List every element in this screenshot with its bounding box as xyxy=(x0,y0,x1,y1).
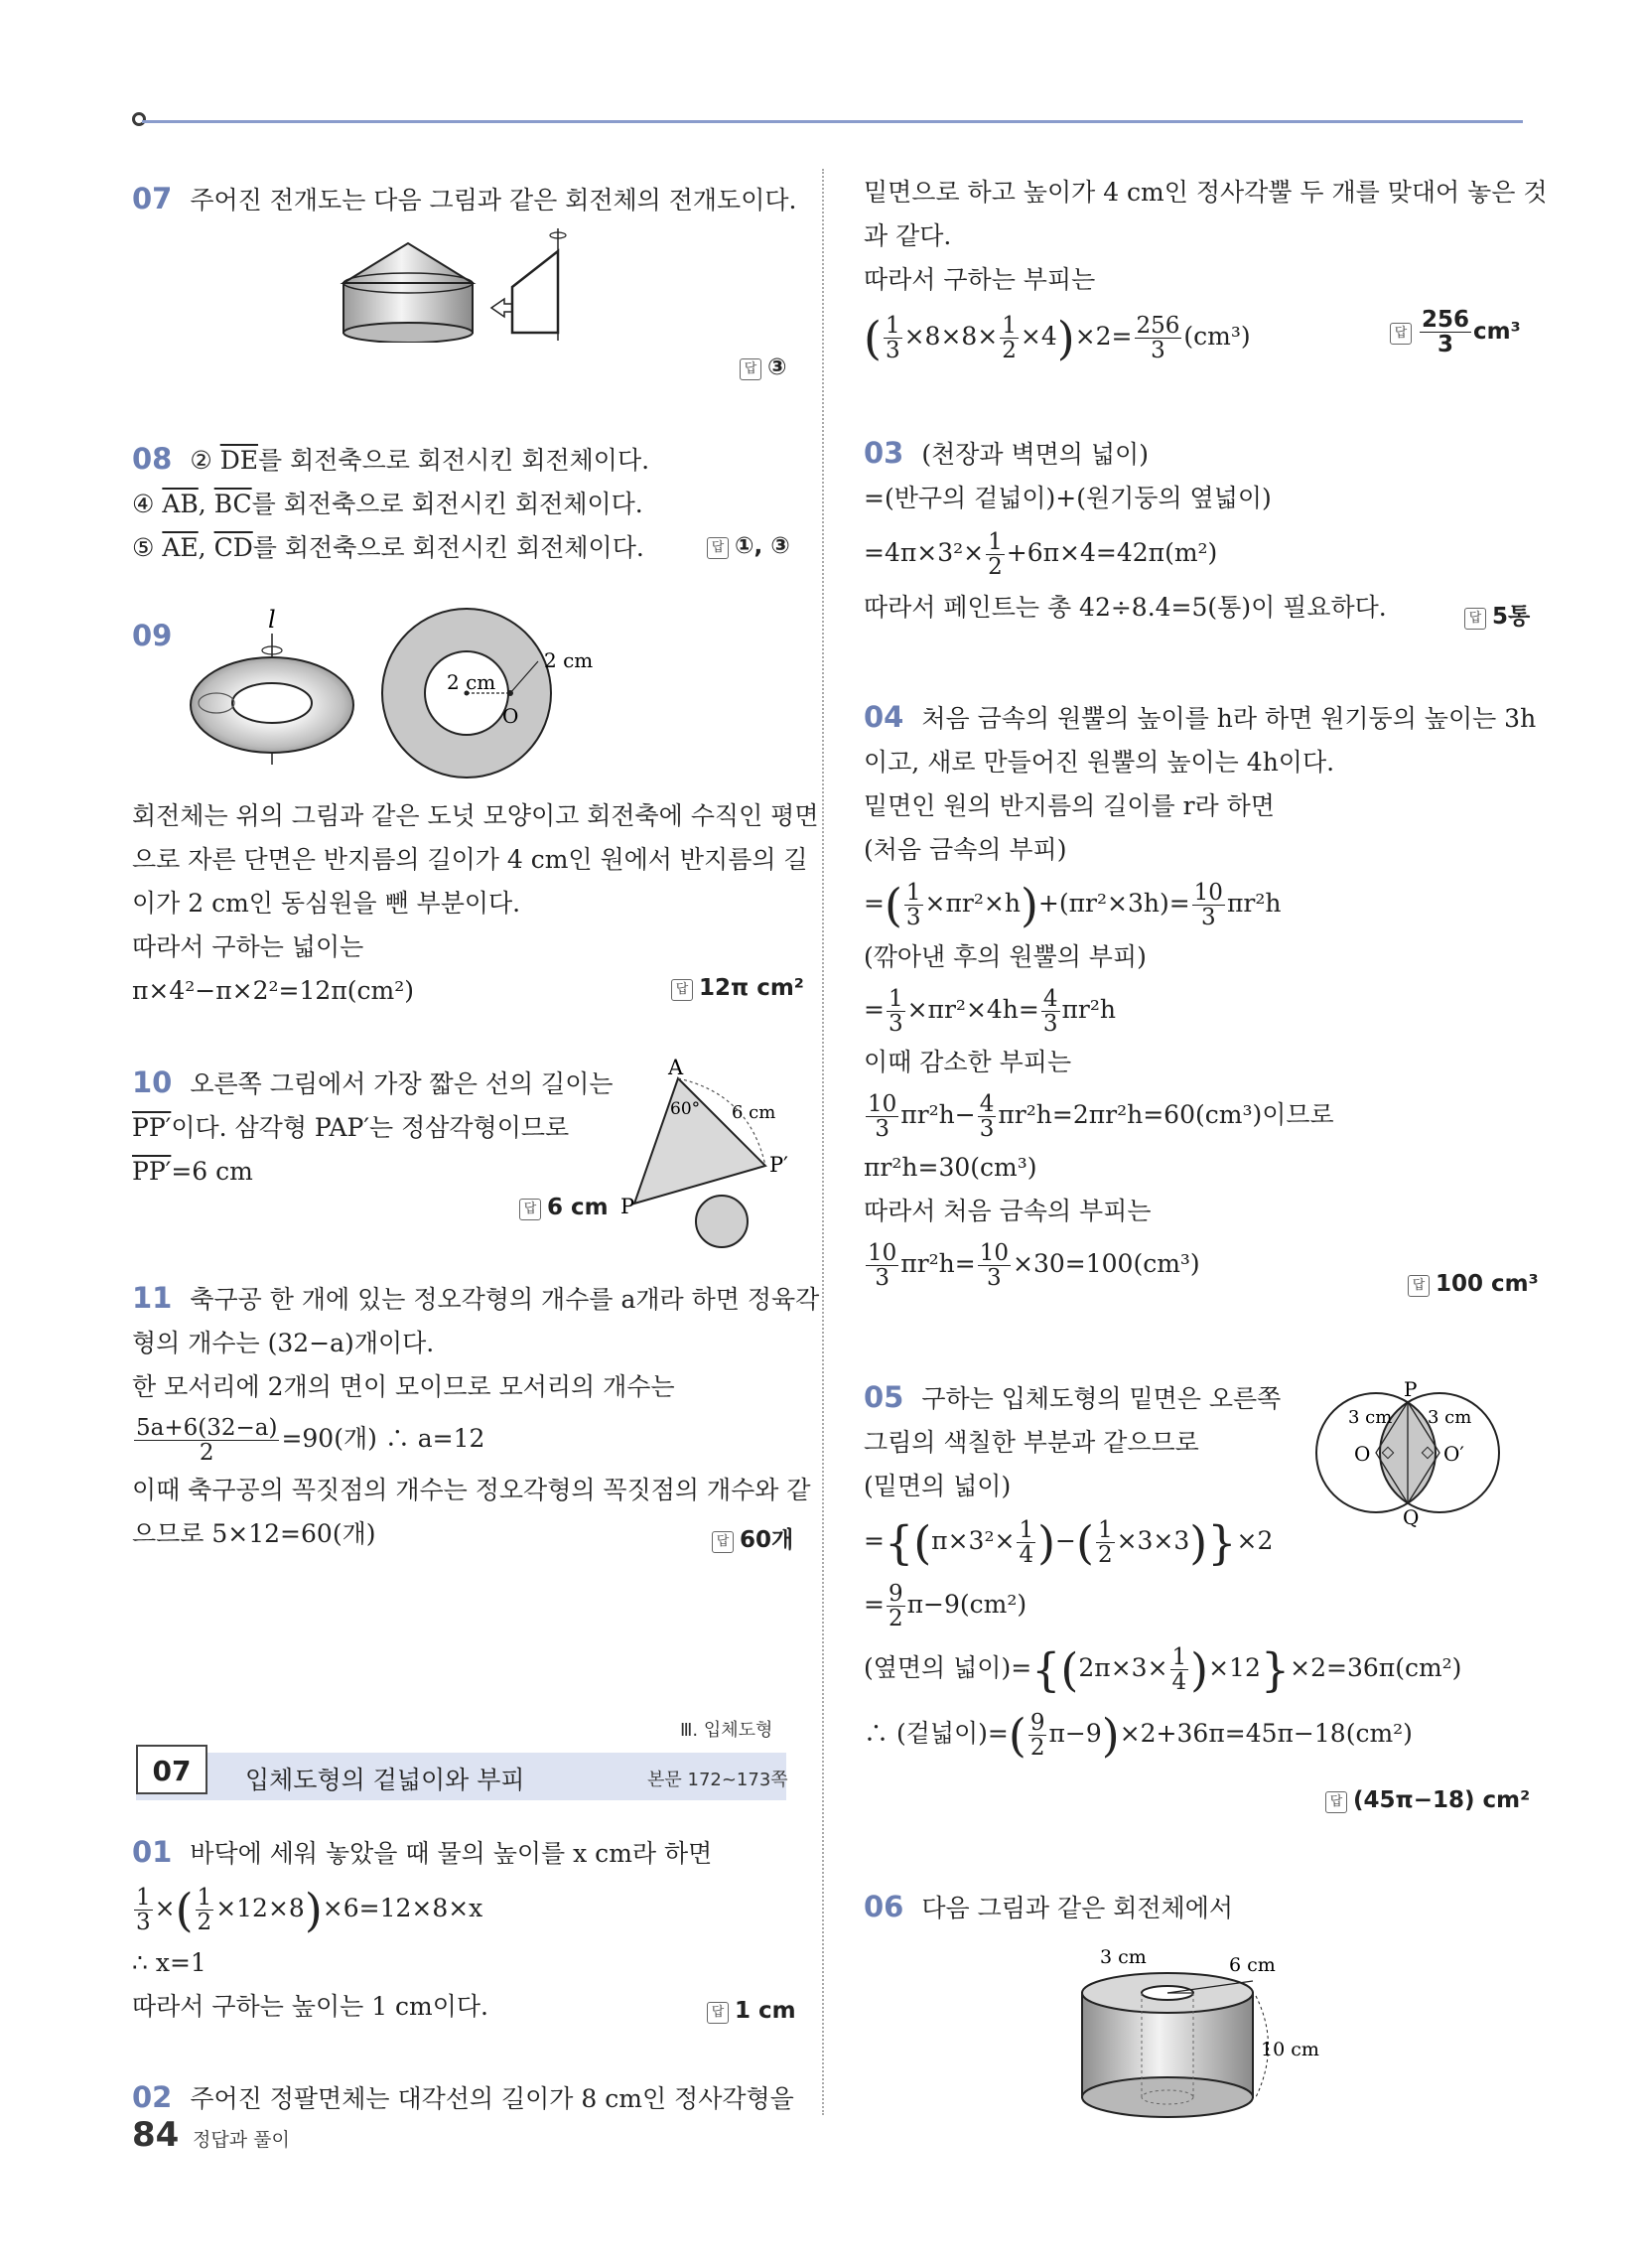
fraction: $\frac{1}{4}$ xyxy=(1019,1516,1034,1568)
problem-number: 08 xyxy=(132,442,173,476)
revolution-solid-figure xyxy=(338,223,576,343)
torus-figure xyxy=(189,606,616,780)
text-line: 밑면으로 하고 높이가 4 cm인 정사각뿔 두 개를 맞대어 놓은 것 xyxy=(864,178,1548,207)
numerator: 256 xyxy=(1422,307,1470,333)
answer-text: ③ xyxy=(767,354,787,380)
center-o-prime-label: O′ xyxy=(1443,1442,1464,1466)
segment-label: $\overline{DE}$ xyxy=(219,446,259,475)
answer-fraction xyxy=(1420,308,1471,356)
text: ② xyxy=(190,446,220,475)
problem-number: 04 xyxy=(864,700,904,734)
length-label: 6 cm xyxy=(732,1102,776,1123)
text-line: 그림의 색칠한 부분과 같으므로 xyxy=(864,1428,1199,1457)
equation: ×πr²×h xyxy=(924,889,1021,918)
equation: ×2+36π=45π−18(cm²) xyxy=(1119,1719,1413,1748)
page-label: 정답과 풀이 xyxy=(193,2129,290,2151)
problem-number: 07 xyxy=(132,182,173,215)
text: 를 회전축으로 회전시킨 회전체이다. xyxy=(258,446,650,475)
problem-07 xyxy=(132,177,796,222)
solution-06 xyxy=(864,1885,1233,1930)
fraction: $\frac{1}{2}$ xyxy=(197,1884,212,1935)
denominator: 2 xyxy=(199,1440,214,1466)
fraction: $\frac{1}{3}$ xyxy=(888,985,903,1037)
text: , xyxy=(198,490,214,518)
problem-11 xyxy=(132,1276,819,1556)
answer-mark-icon: 답 xyxy=(671,979,693,1001)
text-line: 이가 2 cm인 동심원을 뺀 부분이다. xyxy=(132,889,521,918)
problem-number: 09 xyxy=(132,619,173,652)
answer-mark-icon: 답 xyxy=(712,1531,734,1553)
header-rule xyxy=(142,120,1523,123)
text-line: (밑면의 넓이) xyxy=(864,1472,1012,1500)
problem-number: 11 xyxy=(132,1281,173,1315)
text-line: ∴ x=1 xyxy=(132,1948,206,1977)
text-line: 따라서 처음 금속의 부피는 xyxy=(864,1197,1152,1225)
text-line: 따라서 구하는 부피는 xyxy=(864,265,1096,294)
equation: ×12 xyxy=(1208,1653,1261,1682)
point-p-prime-label: P′ xyxy=(769,1153,788,1177)
text: 주어진 정팔면체는 대각선의 길이가 8 cm인 정사각형을 xyxy=(190,2084,794,2113)
answer-11 xyxy=(712,1521,793,1554)
answer-mark-icon: 답 xyxy=(1464,608,1486,630)
problem-number: 01 xyxy=(132,1835,173,1869)
fraction: $\frac{10}{3}$ xyxy=(868,1090,897,1142)
fraction: $\frac{1}{3}$ xyxy=(885,312,900,363)
text-line: 밑면인 원의 반지름의 길이를 r라 하면 xyxy=(864,791,1275,820)
fraction xyxy=(134,1416,279,1465)
answer-10 xyxy=(519,1195,609,1220)
problem-text: 주어진 전개도는 다음 그림과 같은 회전체의 전개도이다. xyxy=(190,186,797,214)
height-label: 10 cm xyxy=(1261,2039,1319,2060)
text-line: 형의 개수는 (32−a)개이다. xyxy=(132,1329,435,1357)
header-dot xyxy=(132,112,146,126)
fraction: $\frac{4}{3}$ xyxy=(979,1090,995,1142)
equation: π×4²−π×2²=12π(cm²) xyxy=(132,976,414,1005)
equation: ×2= xyxy=(1074,322,1133,351)
page-number: 84 xyxy=(132,2115,180,2155)
fraction: $\frac{10}{3}$ xyxy=(1193,879,1223,930)
segment-label: PP′ xyxy=(132,1113,172,1142)
equation: ×πr²×4h= xyxy=(906,995,1039,1024)
answer-s01 xyxy=(707,1998,796,2024)
fraction: $\frac{4}{3}$ xyxy=(1042,985,1058,1037)
equation: ×2 xyxy=(1236,1526,1274,1555)
answer-s03 xyxy=(1464,598,1530,631)
text-line: πr²h=30(cm³) xyxy=(864,1153,1037,1182)
equation: ×6=12×8×x xyxy=(322,1894,483,1922)
segment-label: $\overline{BC}$ xyxy=(213,490,252,518)
text: 를 회전축으로 회전시킨 회전체이다. xyxy=(251,490,643,518)
equation: πr²h xyxy=(1226,889,1282,918)
equation: πr²h− xyxy=(900,1100,976,1129)
problem-number: 03 xyxy=(864,436,904,470)
text-line: (깎아낸 후의 원뿔의 부피) xyxy=(864,942,1147,971)
problem-10 xyxy=(132,1061,614,1194)
answer-text: 6 cm xyxy=(547,1195,609,1220)
equation: (옆면의 넓이)= xyxy=(864,1653,1032,1682)
fraction: $\frac{10}{3}$ xyxy=(979,1239,1010,1291)
answer-s02 xyxy=(1390,308,1521,356)
problem-number: 05 xyxy=(864,1380,904,1414)
equation: ×2=36π(cm²) xyxy=(1290,1653,1462,1682)
point-q-label: Q xyxy=(1403,1505,1420,1529)
answer-text: 12π cm² xyxy=(699,975,804,1001)
problem-number: 02 xyxy=(132,2080,173,2114)
vertex-a-label: A xyxy=(668,1056,684,1079)
answer-mark-icon: 답 xyxy=(1390,323,1412,345)
cone-net-figure xyxy=(620,1055,804,1253)
segment-label: $\overline{CD}$ xyxy=(213,533,253,562)
answer-09 xyxy=(671,975,804,1001)
text: , xyxy=(198,533,214,562)
column-divider xyxy=(822,169,824,2115)
equation: πr²h=2πr²h=60(cm³)이므로 xyxy=(998,1100,1334,1129)
solution-02-cont: 밑면으로 하고 높이가 4 cm인 정사각뿔 두 개를 맞대어 놓은 것 과 같다. 따라서 구하는 부피는 ( $\frac{1}{3}$ ×8×8× $\frac{1}{2}$ ×4)×2= $\frac{256}{3}$ (cm³) xyxy=(864,171,1548,371)
fraction: $\frac{1}{3}$ xyxy=(905,879,921,930)
solution-04: 04 처음 금속의 원뿔의 높이를 h라 하면 원기둥의 높이는 3h 이고, 새로 만들어진 원뿔의 높이는 4h이다. 밑면인 원의 반지름의 길이를 r라 하면 (처음 금속의 부피) =( $\frac{1}{3}$ ×πr²×h)+(πr²×3h)= $\frac{10}{3}$ πr²h (깎아낸 후의 원뿔의 부피) = $\frac{1}{3}$ ×πr²×4h= $\frac{4}{3}$ πr²h 이때 감소한 부피는 $\frac{10}{3}$ πr²h− $\frac{4}{3}$ πr²h=2πr²h=60(cm³)이므로 πr²h=30(cm³) 따라서 처음 금속의 부피는 $\frac{10}{3}$ πr²h= $\frac{10}{3}$ ×30=100(cm³) xyxy=(864,700,1537,1291)
text: 축구공 한 개에 있는 정오각형의 개수를 a개라 하면 정육각 xyxy=(190,1285,820,1314)
point-p-label: P xyxy=(620,1195,635,1218)
equation: π−9(cm²) xyxy=(906,1590,1027,1619)
fraction: $\frac{1}{2}$ xyxy=(1002,312,1017,363)
inner-radius-label: 3 cm xyxy=(1100,1946,1147,1968)
equation: +6π×4=42π(m²) xyxy=(1006,538,1218,567)
answer-mark-icon: 답 xyxy=(740,358,761,380)
outer-radius-label: 6 cm xyxy=(1229,1954,1276,1976)
angle-label: 60° xyxy=(670,1099,701,1119)
radius-label-left: 3 cm xyxy=(1348,1407,1393,1428)
answer-mark-icon: 답 xyxy=(519,1199,541,1220)
point-p-label: P xyxy=(1404,1377,1418,1401)
text: =6 cm xyxy=(171,1157,253,1186)
equation: πr²h xyxy=(1061,995,1117,1024)
fraction: $\frac{1}{3}$ xyxy=(136,1884,151,1935)
text-line: 회전체는 위의 그림과 같은 도넛 모양이고 회전축에 수직인 평면 xyxy=(132,801,819,830)
chapter-label: Ⅲ. 입체도형 xyxy=(680,1720,773,1741)
segment-label: $\overline{AE}$ xyxy=(162,533,199,562)
problem-09-number xyxy=(132,614,190,659)
text-line: 한 모서리에 2개의 면이 모이므로 모서리의 개수는 xyxy=(132,1372,675,1401)
fraction: $\frac{9}{2}$ xyxy=(1029,1709,1045,1761)
text: (천장과 벽면의 넓이) xyxy=(921,440,1149,469)
segment-label: PP′ xyxy=(132,1157,172,1186)
fraction: $\frac{1}{2}$ xyxy=(988,528,1003,580)
answer-mark-icon: 답 xyxy=(1325,1791,1347,1813)
equation: ×30=100(cm³) xyxy=(1013,1249,1200,1278)
text: 처음 금속의 원뿔의 높이를 h라 하면 원기둥의 높이는 3h xyxy=(921,704,1537,733)
text-line: 이때 축구공의 꼭짓점의 개수는 정오각형의 꼭짓점의 개수와 같 xyxy=(132,1476,811,1504)
center-o-label: O xyxy=(1354,1442,1371,1466)
problem-number: 10 xyxy=(132,1065,173,1099)
text-line: 으므로 5×12=60(개) xyxy=(132,1519,376,1548)
equation: ×3×3 xyxy=(1116,1526,1190,1555)
text-line: =(반구의 겉넓이)+(원기둥의 옆넓이) xyxy=(864,484,1272,512)
equation: πr²h= xyxy=(900,1249,976,1278)
fraction: $\frac{1}{2}$ xyxy=(1097,1516,1113,1568)
outer-radius-label: 2 cm xyxy=(544,648,594,672)
intersecting-circles-figure xyxy=(1310,1375,1529,1534)
center-label: O xyxy=(502,704,519,728)
equation: 2π×3× xyxy=(1078,1653,1168,1682)
equation: =4π×3²× xyxy=(864,538,985,567)
text: ④ xyxy=(132,490,163,518)
radius-label-right: 3 cm xyxy=(1428,1407,1472,1428)
answer-s04 xyxy=(1408,1271,1539,1297)
text: 를 회전축으로 회전시킨 회전체이다. xyxy=(252,533,644,562)
text: 구하는 입체도형의 밑면은 오른쪽 xyxy=(921,1384,1282,1413)
unit: (cm³) xyxy=(1183,322,1251,351)
solution-01: 01 바닥에 세워 놓았을 때 물의 높이를 x cm라 하면 $\frac{1}{3}$ ×( $\frac{1}{2}$ ×12×8)×6=12×8×x ∴ x=1 따라서 구하는 높이는 1 cm이다. xyxy=(132,1830,712,2029)
problem-08 xyxy=(132,437,649,570)
text-line: 따라서 구하는 넓이는 xyxy=(132,932,364,961)
fraction: $\frac{10}{3}$ xyxy=(868,1239,897,1291)
answer-text: 100 cm³ xyxy=(1436,1271,1539,1297)
fraction: $\frac{1}{4}$ xyxy=(1171,1643,1187,1695)
denominator: 3 xyxy=(1437,332,1454,358)
answer-mark-icon: 답 xyxy=(707,537,729,559)
text-line: 이고, 새로 만들어진 원뿔의 높이는 4h이다. xyxy=(864,748,1335,777)
equation: +(πr²×3h)= xyxy=(1037,889,1190,918)
section-number: 07 xyxy=(136,1745,207,1794)
section-page-ref: 본문 172~173쪽 xyxy=(647,1770,788,1790)
inner-radius-label: 2 cm xyxy=(447,670,496,694)
equation: =90(개) ∴ a=12 xyxy=(281,1424,485,1453)
solution-03 xyxy=(864,431,1387,630)
text-line: 따라서 구하는 높이는 1 cm이다. xyxy=(132,1992,488,2021)
problem-number: 06 xyxy=(864,1890,904,1923)
numerator: 5a+6(32−a) xyxy=(136,1414,278,1441)
text: 이다. 삼각형 PAP′는 정삼각형이므로 xyxy=(171,1113,570,1142)
answer-text: 60개 xyxy=(740,1527,794,1553)
text: 바닥에 세워 놓았을 때 물의 높이를 x cm라 하면 xyxy=(190,1839,713,1868)
fraction: $\frac{9}{2}$ xyxy=(888,1580,903,1631)
answer-text: (45π−18) cm² xyxy=(1353,1787,1531,1813)
answer-text: ①, ③ xyxy=(735,533,790,559)
text: 다음 그림과 같은 회전체에서 xyxy=(921,1894,1234,1922)
solution-02-start xyxy=(132,2075,794,2121)
text: 오른쪽 그림에서 가장 짧은 선의 길이는 xyxy=(190,1069,614,1098)
text-line: 과 같다. xyxy=(864,221,952,250)
solution-05: 05 구하는 입체도형의 밑면은 오른쪽 그림의 색칠한 부분과 같으므로 (밑면의 넓이) ={(π×3²× $\frac{1}{4}$ )−( $\frac{1}{2}$ ×3×3)}×2 = $\frac{9}{2}$ π−9(cm²) (옆면의 넓이)={(2π×3× $\frac{1}{4}$ )×12}×2=36π(cm²) ∴ (겉넓이)=( $\frac{9}{2}$ π−9)×2+36π=45π−18(cm²) xyxy=(864,1380,1462,1763)
answer-text: 5통 xyxy=(1492,604,1531,630)
text: ⑤ xyxy=(132,533,163,562)
text-line: 으로 자른 단면은 반지름의 길이가 4 cm인 원에서 반지름의 길 xyxy=(132,845,808,874)
equation: π×3²× xyxy=(931,1526,1016,1555)
answer-s05 xyxy=(1325,1787,1530,1813)
axis-label: l xyxy=(268,606,276,634)
answer-mark-icon: 답 xyxy=(707,2002,729,2024)
answer-unit: cm³ xyxy=(1473,319,1521,346)
equation: π−9 xyxy=(1048,1719,1102,1748)
text-line: (처음 금속의 부피) xyxy=(864,835,1067,864)
answer-07 xyxy=(740,354,786,380)
text-line: 이때 감소한 부피는 xyxy=(864,1048,1072,1076)
answer-text: 1 cm xyxy=(735,1998,796,2024)
answer-mark-icon: 답 xyxy=(1408,1275,1430,1297)
segment-label: $\overline{AB}$ xyxy=(162,490,199,518)
equation: ∴ (겉넓이)= xyxy=(864,1719,1009,1748)
section-title: 입체도형의 겉넓이와 부피 xyxy=(245,1766,525,1794)
hollow-cylinder-figure xyxy=(1072,1941,1330,2120)
fraction: $\frac{256}{3}$ xyxy=(1136,312,1180,363)
answer-08 xyxy=(707,533,790,559)
text-line: 따라서 페인트는 총 42÷8.4=5(통)이 필요하다. xyxy=(864,593,1387,622)
